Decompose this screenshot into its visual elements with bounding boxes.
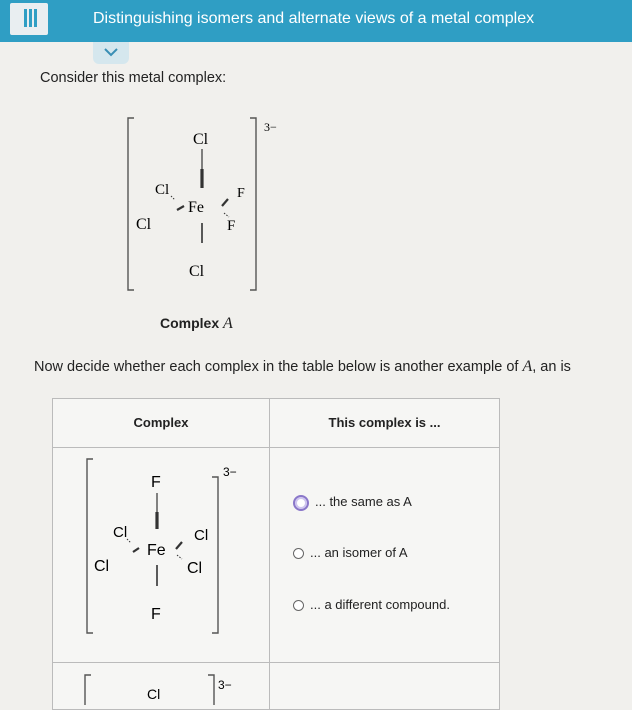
charge-label: 3−	[223, 465, 237, 479]
answer-table	[52, 398, 500, 710]
ligand-top: Cl	[193, 131, 209, 148]
ligand-back-left: Cl	[155, 182, 170, 198]
chevron-down-icon	[103, 46, 119, 58]
ligand-back-right: F	[237, 186, 245, 201]
complex-a-label: Complex A	[160, 315, 233, 332]
metal-center: Fe	[188, 199, 204, 216]
table-header-answer: This complex is ...	[270, 399, 499, 448]
option-isomer[interactable]: ... an isomer of A	[293, 545, 408, 560]
row2-complex-structure	[73, 665, 263, 705]
ligand-front-left: Cl	[94, 558, 110, 575]
ligand-front-right: Cl	[187, 560, 203, 577]
ligand-bottom: Cl	[189, 263, 205, 280]
table-header-complex: Complex	[53, 399, 270, 448]
ligand-top: F	[151, 474, 161, 491]
radio-icon[interactable]	[293, 548, 304, 559]
row-divider	[53, 662, 499, 663]
ligand-back-left: Cl	[113, 524, 128, 541]
instruction-text: Now decide whether each complex in the table below is another example of A, an is	[34, 358, 571, 375]
radio-icon[interactable]	[293, 600, 304, 611]
complex-a-structure	[118, 108, 298, 298]
ligand-bottom: F	[151, 606, 161, 623]
radio-selected-icon[interactable]	[293, 495, 309, 511]
ligand-front-right: F	[227, 218, 236, 234]
charge-label: 3−	[218, 678, 232, 692]
question-prompt: Consider this metal complex:	[40, 70, 227, 86]
ligand-back-right: Cl	[194, 527, 209, 544]
option-same[interactable]: ... the same as A	[293, 494, 412, 511]
row1-complex-structure	[73, 451, 263, 641]
ligand-front-left: Cl	[136, 216, 152, 233]
metal-center: Fe	[147, 542, 166, 559]
collapse-toggle[interactable]	[93, 42, 129, 64]
column-divider	[269, 447, 270, 709]
page-title: Distinguishing isomers and alternate views of a metal complex	[93, 10, 535, 27]
charge-label: 3−	[264, 120, 277, 134]
ligand-top: Cl	[147, 686, 161, 702]
option-different[interactable]: ... a different compound.	[293, 597, 450, 612]
header-bar	[0, 0, 632, 42]
menu-icon[interactable]	[10, 3, 48, 35]
